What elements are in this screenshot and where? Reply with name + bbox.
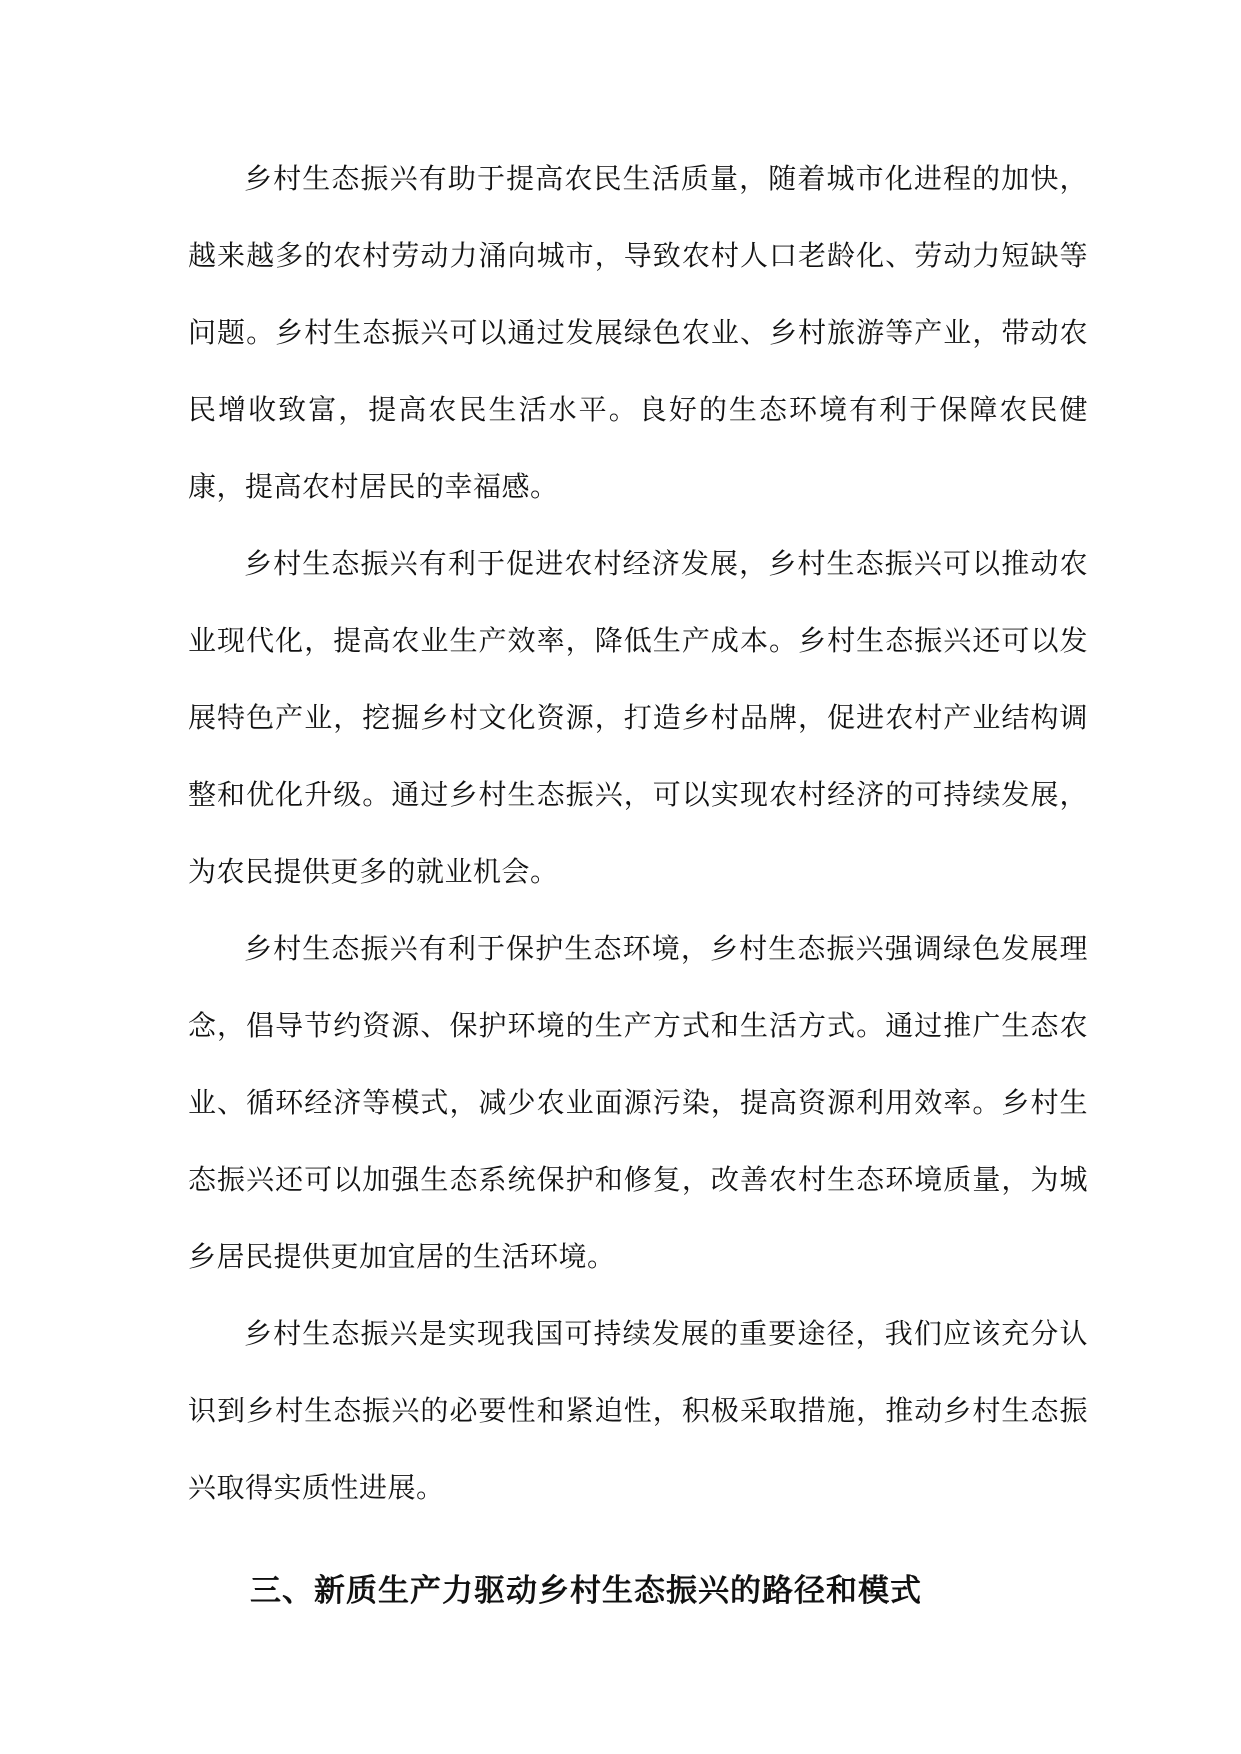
paragraph-sustainable-development: 乡村生态振兴是实现我国可持续发展的重要途径，我们应该充分认识到乡村生态振兴的必要性和紧迫性，积极采取措施，推动乡村生态振兴取得实质性进展。	[188, 1317, 1088, 1504]
paragraph-environment-protection: 乡村生态振兴有利于保护生态环境，乡村生态振兴强调绿色发展理念，倡导节约资源、保护环境的生产方式和生活方式。通过推广生态农业、循环经济等模式，减少农业面源污染，提高资源利用效率。乡村生态振兴还可以加强生态系统保护和修复，改善农村生态环境质量，为城乡居民提供更加宜居的生活环境。	[188, 932, 1088, 1273]
section-heading: 三、新质生产力驱动乡村生态振兴的路径和模式	[250, 1573, 922, 1609]
document-body	[188, 140, 1088, 1526]
paragraph-economic-development: 乡村生态振兴有利于促进农村经济发展，乡村生态振兴可以推动农业现代化，提高农业生产效率，降低生产成本。乡村生态振兴还可以发展特色产业，挖掘乡村文化资源，打造乡村品牌，促进农村产业结构调整和优化升级。通过乡村生态振兴，可以实现农村经济的可持续发展，为农民提供更多的就业机会。	[188, 547, 1088, 888]
paragraph-quality-of-life: 乡村生态振兴有助于提高农民生活质量，随着城市化进程的加快，越来越多的农村劳动力涌向城市，导致农村人口老龄化、劳动力短缺等问题。乡村生态振兴可以通过发展绿色农业、乡村旅游等产业，带动农民增收致富，提高农民生活水平。良好的生态环境有利于保障农民健康，提高农村居民的幸福感。	[188, 162, 1088, 503]
